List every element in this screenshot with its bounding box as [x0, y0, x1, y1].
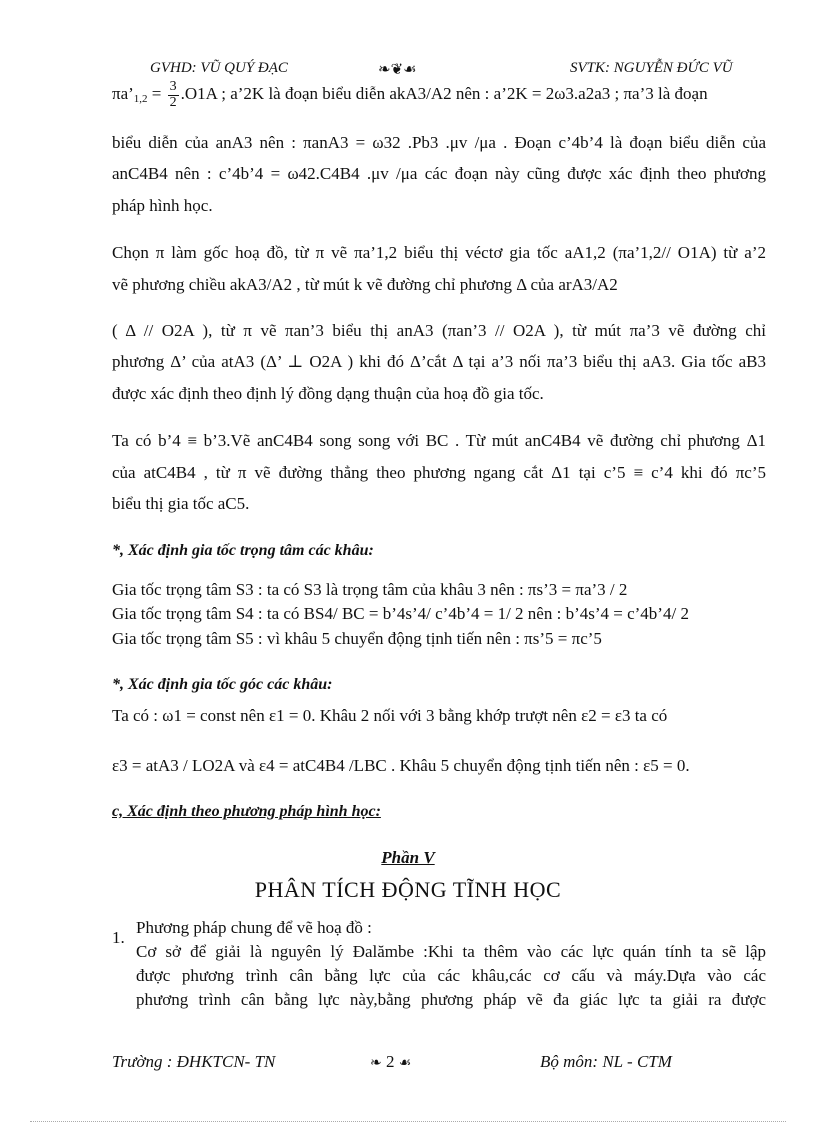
- body-line-17: ε3 = atA3 / LO2A và ε4 = atC4B4 /LBC . Khâu 5 chuyển động tịnh tiến nên : ε5 = 0.: [112, 756, 690, 775]
- l1-rest: .O1A ; a’2K là đoạn biểu diễn akA3/A2 nên : a’2K = 2ω3.a2a3 ; πa’3 là đoạn: [180, 84, 708, 104]
- item-heading: Phương pháp chung để vẽ hoạ đồ :: [136, 918, 372, 937]
- footer-department: Bộ môn: NL - CTM: [540, 1052, 672, 1071]
- header-ornament: ❧❦☙: [378, 62, 417, 78]
- fraction-three-halves: [168, 80, 179, 110]
- body-line-15: Gia tốc trọng tâm S5 : vì khâu 5 chuyển động tịnh tiến nên : πs’5 = πc’5: [112, 629, 602, 648]
- body-line-6: vẽ phương chiều akA3/A2 , từ mút k vẽ đường chỉ phương Δ của arA3/A2: [112, 275, 618, 294]
- paragraph-line-1: Cơ sở để giải là nguyên lý Đalămbe :Khi ta thêm vào các lực quán tính ta sẽ lập: [136, 942, 766, 961]
- body-line-9: được xác định theo định lý đồng dạng thuận của hoạ đồ gia tốc.: [112, 384, 544, 403]
- paragraph-line-2: được phương trình cân bằng lực của các khâu,các cơ cấu và máy.Dựa vào các: [136, 966, 766, 985]
- l1-eq: =: [147, 84, 166, 104]
- footer-page-number: [370, 1052, 411, 1072]
- footer-ornament-right: ☙: [398, 1056, 412, 1071]
- body-line-2: biểu diễn của anA3 nên : πanA3 = ω32 .Pb3 .μv /μa . Đoạn c’4b’4 là đoạn biểu diễn của: [112, 133, 767, 152]
- page-separator: [30, 1121, 786, 1122]
- body-line-3: anC4B4 nên : c’4b’4 = ω42.C4B4 .μv /μa các đoạn này cũng được xác định theo phương: [112, 164, 766, 183]
- paragraph-line-3: phương trình cân bằng lực này,bằng phương pháp vẽ đa giác lực ta giải ra được: [136, 990, 766, 1009]
- header-student: SVTK: NGUYỄN ĐỨC VŨ: [570, 60, 733, 76]
- page-number: 2: [385, 1052, 395, 1071]
- body-line-10: Ta có b’4 ≡ b’3.Vẽ anC4B4 song song với BC . Từ mút anC4B4 vẽ đường chỉ phương Δ1: [112, 431, 766, 450]
- footer-school: Trường : ĐHKTCN- TN: [112, 1052, 276, 1071]
- body-line-8: phương Δ’ của atA3 (Δ’ ⊥ O2A ) khi đó Δ’cắt Δ tại a’3 nối πa’3 biểu thị aA3. Gia tốc aB3: [112, 352, 766, 371]
- section-heading-geometric-method: c, Xác định theo phương pháp hình học:: [112, 803, 381, 820]
- fraction-numerator: 3: [169, 79, 177, 94]
- body-line-4: pháp hình học.: [112, 196, 213, 215]
- body-line-12: biểu thị gia tốc aC5.: [112, 494, 250, 513]
- fraction-denominator: 2: [169, 94, 177, 110]
- body-line-11: của atC4B4 , từ π vẽ đường thẳng theo phương ngang cắt Δ1 tại c’5 ≡ c’4 khi đó πc’5: [112, 463, 766, 482]
- body-line-16: Ta có : ω1 = const nên ε1 = 0. Khâu 2 nối với 3 bằng khớp trượt nên ε2 = ε3 ta có: [112, 706, 668, 725]
- l1-sub: 1,2: [133, 93, 148, 106]
- part-title: PHÂN TÍCH ĐỘNG TĨNH HỌC: [254, 877, 562, 902]
- body-line-13: Gia tốc trọng tâm S3 : ta có S3 là trọng tâm của khâu 3 nên : πs’3 = πa’3 / 2: [112, 580, 628, 599]
- body-line-1: [112, 80, 708, 110]
- body-line-7: ( Δ // O2A ), từ π vẽ πan’3 biểu thị anA3 (πan’3 // O2A ), từ mút πa’3 vẽ đường chỉ: [112, 321, 766, 340]
- part-label: Phần V: [381, 848, 435, 867]
- section-heading-angular-acceleration: *, Xác định gia tốc góc các khâu:: [112, 676, 333, 693]
- body-line-14: Gia tốc trọng tâm S4 : ta có BS4/ BC = b’4s’4/ c’4b’4 = 1/ 2 nên : b’4s’4 = c’4b’4/ 2: [112, 604, 689, 623]
- item-number: 1.: [112, 928, 125, 947]
- body-line-5: Chọn π làm gốc hoạ đồ, từ π vẽ πa’1,2 biểu thị véctơ gia tốc aA1,2 (πa’1,2// O1A) từ a’2: [112, 243, 766, 262]
- footer-ornament-left: ❧: [370, 1056, 382, 1071]
- l1-pi: πa’: [112, 84, 134, 104]
- section-heading-center-of-mass: *, Xác định gia tốc trọng tâm các khâu:: [112, 542, 374, 559]
- header-instructor: GVHD: VŨ QUÝ ĐẠC: [150, 60, 288, 76]
